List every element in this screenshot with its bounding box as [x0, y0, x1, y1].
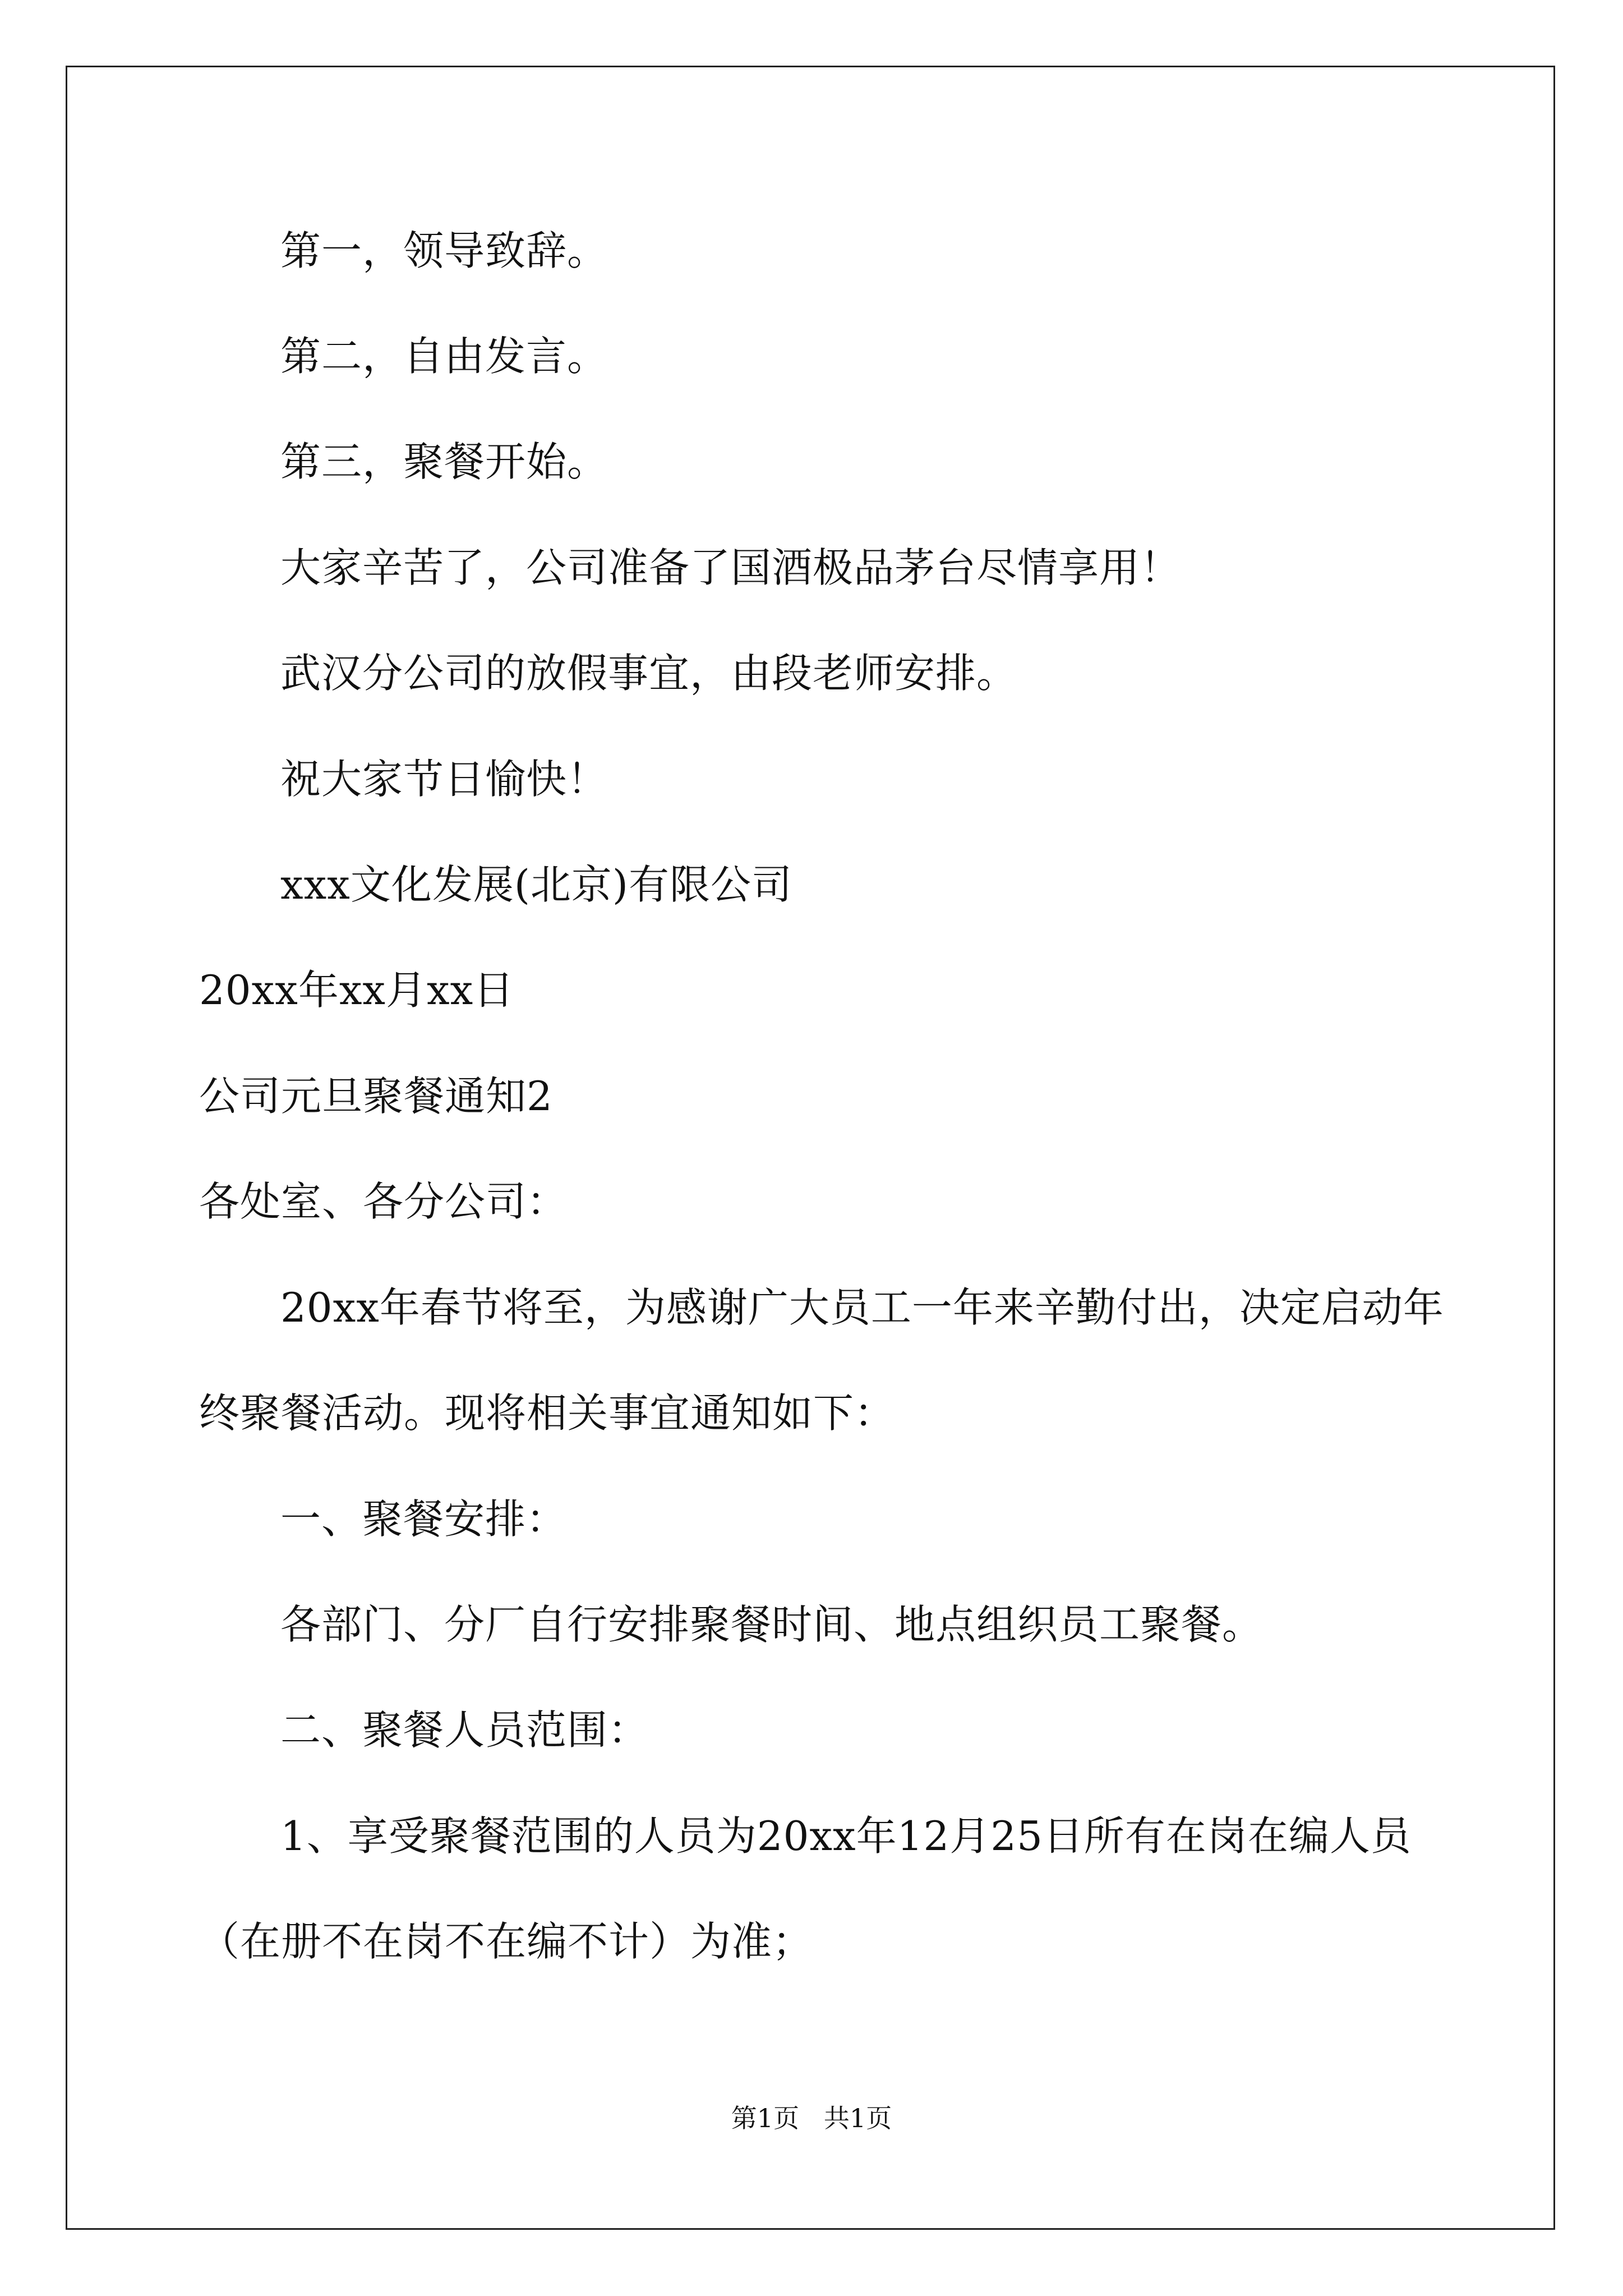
text-line: 第一，领导致辞。	[280, 227, 608, 274]
text-line: 第二，自由发言。	[280, 333, 608, 380]
text-line: 1、享受聚餐范围的人员为20xx年12月25日所有在岗在编人员	[280, 1812, 1412, 1860]
item-heading: 二、聚餐人员范围：	[280, 1706, 649, 1754]
page-footer: 第1页 共1页	[731, 2103, 892, 2133]
text-line: 第三，聚餐开始。	[280, 438, 608, 485]
text-line: （在册不在岗不在编不计）为准；	[199, 1918, 814, 1965]
salutation: 各处室、各分公司：	[199, 1178, 568, 1225]
text-line: 终聚餐活动。现将相关事宜通知如下：	[199, 1389, 896, 1437]
section-title: 公司元旦聚餐通知2	[199, 1073, 553, 1120]
text-line: 各部门、分厂自行安排聚餐时间、地点组织员工聚餐。	[280, 1601, 1264, 1648]
text-line: 祝大家节日愉快！	[280, 756, 608, 803]
date-line: 20xx年xx月xx日	[199, 967, 515, 1014]
company-name: xxx文化发展(北京)有限公司	[280, 861, 792, 908]
text-line: 20xx年春节将至，为感谢广大员工一年来辛勤付出，决定启动年	[280, 1284, 1444, 1331]
page-border	[66, 66, 1555, 2230]
text-line: 大家辛苦了，公司准备了国酒极品茅台尽情享用！	[280, 544, 1182, 591]
text-line: 武汉分公司的放假事宜，由段老师安排。	[280, 650, 1018, 697]
item-heading: 一、聚餐安排：	[280, 1496, 568, 1543]
